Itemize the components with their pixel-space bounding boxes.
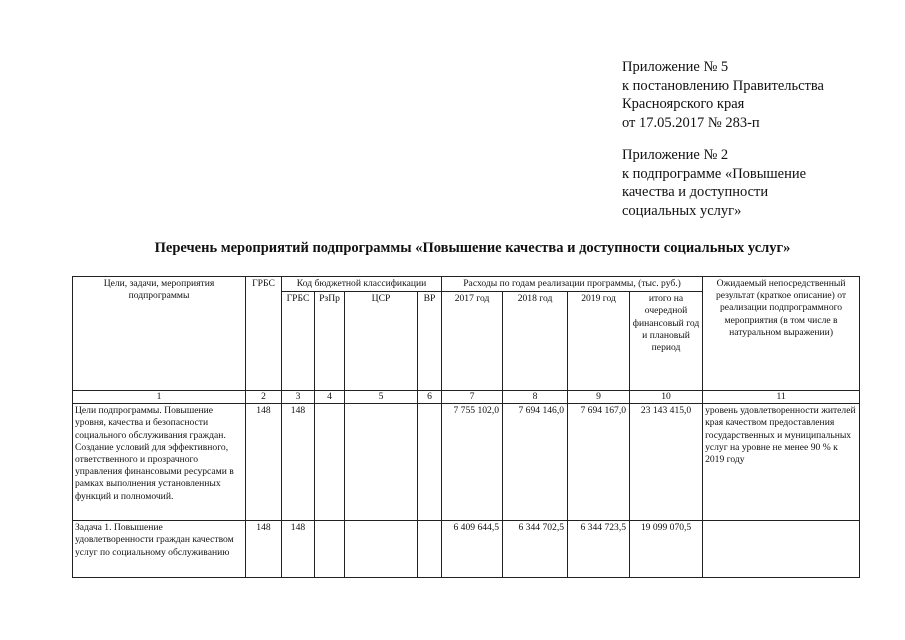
row-rzpr — [315, 404, 345, 521]
column-number-row — [73, 391, 860, 404]
subheader-grbs: ГРБС — [282, 292, 315, 391]
subheader-total: итого на очередной финансовый год и плановый период — [630, 292, 703, 391]
column-number: 5 — [345, 391, 418, 404]
subheader-2018: 2018 год — [503, 292, 568, 391]
row-2019: 6 344 723,5 — [568, 521, 630, 578]
row-total: 19 099 070,5 — [630, 521, 703, 578]
annex-line: Красноярского края — [622, 96, 745, 112]
row-total: 23 143 415,0 — [630, 404, 703, 521]
header-budget-code: Код бюджетной классификации — [282, 277, 442, 292]
column-number: 7 — [442, 391, 503, 404]
row-name: Задача 1. Повышение удовлетворенности граждан качеством услуг по социальному обслуживанию — [73, 521, 246, 578]
annex-line: Приложение № 5 — [622, 59, 729, 75]
row-2017: 7 755 102,0 — [442, 404, 503, 521]
resolution-annex-header — [622, 58, 824, 132]
row-name: Цели подпрограммы. Повышение уровня, качества и безопасности социального обслуживания граждан. Создание условий для эффективного, ответственного и прозрачного управления финансовыми ресурсами в рамках выполнения установленных функций и полномочий. — [73, 404, 246, 521]
header-goals: Цели, задачи, мероприятия подпрограммы — [73, 277, 246, 391]
table-row — [73, 404, 860, 521]
row-csr — [345, 521, 418, 578]
subheader-2019: 2019 год — [568, 292, 630, 391]
row-code-grbs: 148 — [282, 404, 315, 521]
column-number: 11 — [703, 391, 860, 404]
row-grbs: 148 — [246, 404, 282, 521]
column-number: 10 — [630, 391, 703, 404]
row-2018: 6 344 702,5 — [503, 521, 568, 578]
header-expected-result: Ожидаемый непосредственный результат (краткое описание) от реализации подпрограммного мероприятия (в том числе в натуральном выражении) — [703, 277, 860, 391]
column-number: 3 — [282, 391, 315, 404]
row-rzpr — [315, 521, 345, 578]
document-title: Перечень мероприятий подпрограммы «Повышение качества и доступности социальных услуг» — [154, 240, 791, 256]
column-number: 6 — [418, 391, 442, 404]
annex-line: от 17.05.2017 № 283-п — [622, 114, 760, 131]
annex-line: социальных услуг» — [622, 202, 742, 219]
annex-line: к постановлению Правительства — [622, 77, 824, 94]
row-vr — [418, 404, 442, 521]
table-row — [73, 521, 860, 578]
subheader-rzpr: РзПр — [315, 292, 345, 391]
row-code-grbs: 148 — [282, 521, 315, 578]
row-result: уровень удовлетворенности жителей края качеством предоставления государственных и муниципальных услуг на уровне не менее 90 % к 2019 году — [703, 404, 860, 521]
column-number: 1 — [73, 391, 246, 404]
header-grbs: ГРБС — [246, 277, 282, 391]
row-vr — [418, 521, 442, 578]
column-number: 8 — [503, 391, 568, 404]
row-grbs: 148 — [246, 521, 282, 578]
subheader-2017: 2017 год — [442, 292, 503, 391]
row-2018: 7 694 146,0 — [503, 404, 568, 521]
header-expenses: Расходы по годам реализации программы, (тыс. руб.) — [442, 277, 703, 292]
column-number: 4 — [315, 391, 345, 404]
annex-line: к подпрограмме «Повышение — [622, 165, 807, 182]
table-header-row — [73, 277, 860, 292]
annex-line: Приложение № 2 — [622, 147, 729, 163]
annex-line: качества и доступности — [622, 184, 769, 200]
row-2019: 7 694 167,0 — [568, 404, 630, 521]
column-number: 9 — [568, 391, 630, 404]
row-2017: 6 409 644,5 — [442, 521, 503, 578]
row-result — [703, 521, 860, 578]
activities-table — [72, 276, 860, 578]
subheader-csr: ЦСР — [345, 292, 418, 391]
subprogram-annex-header — [622, 146, 806, 220]
column-number: 2 — [246, 391, 282, 404]
row-csr — [345, 404, 418, 521]
subheader-vr: ВР — [418, 292, 442, 391]
